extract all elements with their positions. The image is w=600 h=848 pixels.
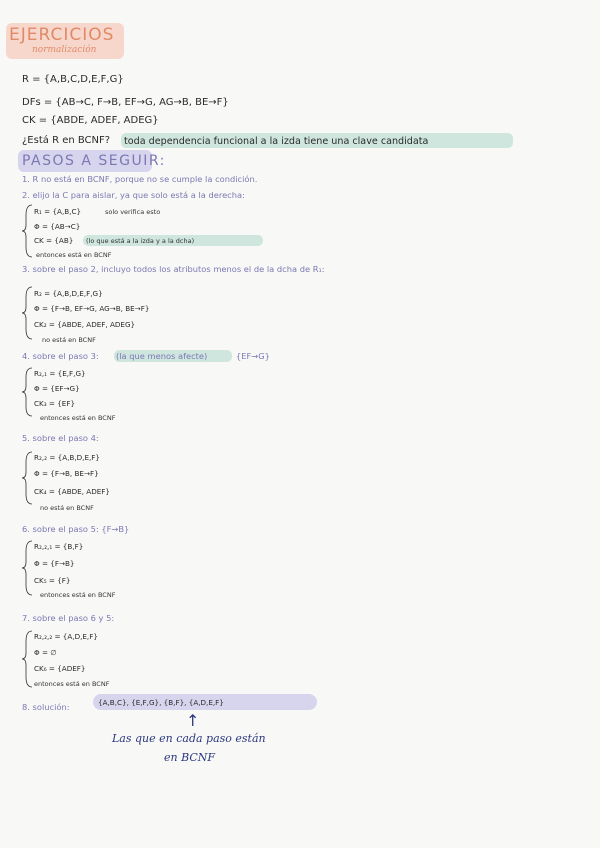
step-4-result: entonces está en BCNF (40, 414, 116, 422)
step-4: 4. sobre el paso 3: (22, 351, 99, 361)
step-2-phi: Φ = {AB→C} (34, 222, 81, 231)
step-2-note-2: (lo que está a la izda y a la dcha) (86, 237, 195, 245)
step-3-relation: R₂ = {A,B,D,E,F,G} (34, 289, 103, 298)
step-6-result: entonces está en BCNF (40, 591, 116, 599)
candidate-keys: CK = {ABDE, ADEF, ADEG} (22, 115, 159, 126)
step-3-result: no está en BCNF (42, 336, 96, 344)
page-subtitle: normalización (32, 45, 97, 55)
step-5-brace (20, 450, 34, 506)
step-6-relation: R₂,₂,₁ = {B,F} (34, 542, 84, 551)
step-7-result: entonces está en BCNF (34, 680, 110, 688)
step-5-phi: Φ = {F→B, BE→F} (34, 469, 99, 478)
step-6-brace (20, 539, 34, 597)
step-5-relation: R₂,₂ = {A,B,D,E,F} (34, 453, 100, 462)
relation-r: R = {A,B,C,D,E,F,G} (22, 74, 124, 85)
functional-dependencies: DFs = {AB→C, F→B, EF→G, AG→B, BE→F} (22, 97, 229, 108)
step-2-note: solo verifica esto (105, 208, 161, 216)
step-4-extra: (la que menos afecte) (116, 351, 208, 361)
step-2-brace (20, 203, 34, 259)
step-3-brace (20, 285, 34, 341)
footer-line-1: Las que en cada paso están (112, 732, 266, 745)
step-5: 5. sobre el paso 4: (22, 433, 99, 443)
footer-line-2: en BCNF (164, 751, 216, 764)
page-title: EJERCICIOS (9, 25, 115, 45)
step-2-relation: R₁ = {A,B,C} (34, 207, 82, 216)
step-3: 3. sobre el paso 2, incluyo todos los atributos menos el de la dcha de R₁: (22, 264, 325, 274)
answer: toda dependencia funcional a la izda tiene una clave candidata (124, 136, 429, 147)
step-7-relation: R₂,₂,₂ = {A,D,E,F} (34, 632, 98, 641)
step-6-ck: CK₅ = {F} (34, 576, 71, 585)
step-4-dependency: {EF→G} (236, 351, 270, 361)
step-8: 8. solución: (22, 702, 70, 712)
step-5-ck: CK₄ = {ABDE, ADEF} (34, 487, 110, 496)
solution: {A,B,C}, {E,F,G}, {B,F}, {A,D,E,F} (98, 698, 224, 707)
step-7-ck: CK₆ = {ADEF} (34, 664, 86, 673)
arrow-up-icon: ↑ (186, 711, 200, 730)
step-6: 6. sobre el paso 5: {F→B} (22, 524, 130, 534)
step-3-phi: Φ = {F→B, EF→G, AG→B, BE→F} (34, 304, 150, 313)
step-2-result: entonces está en BCNF (36, 251, 112, 259)
step-2-ck: CK = {AB} (34, 236, 74, 245)
step-4-relation: R₂,₁ = {E,F,G} (34, 369, 86, 378)
step-7: 7. sobre el paso 6 y 5: (22, 613, 115, 623)
pasos-heading: PASOS A SEGUIR: (22, 153, 166, 169)
question: ¿Está R en BCNF? (22, 135, 111, 146)
step-7-phi: Φ = ∅ (34, 648, 57, 657)
step-1: 1. R no está en BCNF, porque no se cumple la condición. (22, 174, 258, 184)
step-4-phi: Φ = {EF→G} (34, 384, 80, 393)
step-4-brace (20, 366, 34, 418)
step-4-ck: CK₃ = {EF} (34, 399, 76, 408)
step-5-result: no está en BCNF (40, 504, 94, 512)
step-6-phi: Φ = {F→B} (34, 559, 75, 568)
step-7-brace (20, 629, 34, 689)
step-3-ck: CK₂ = {ABDE, ADEF, ADEG} (34, 320, 136, 329)
step-2: 2. elijo la C para aislar, ya que solo está a la derecha: (22, 190, 245, 200)
